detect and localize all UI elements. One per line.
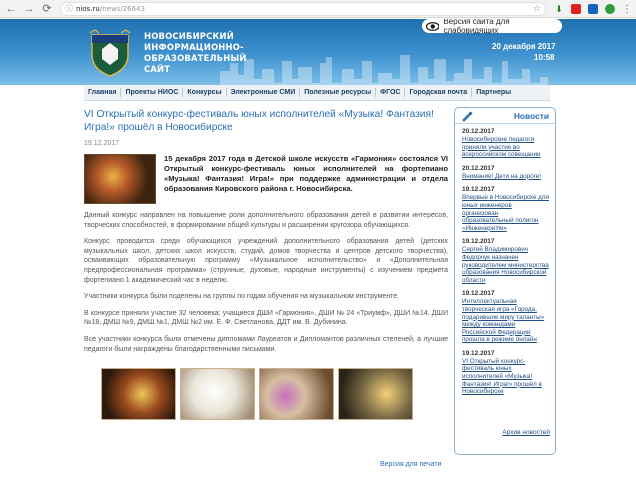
news-archive-link[interactable]: Архив новостей: [502, 429, 550, 436]
article-lead: 15 декабря 2017 года в Детской школе искусств «Гармония» состоялся VI Открытый конкурс-фестиваль юных исполнителей на фортепиано «Музыка! Фантазия! Игра!» при поддержке администрации и отдела образования Кировского района г. Новосибирска.: [164, 154, 448, 193]
nav-item-media[interactable]: Электронные СМИ: [227, 88, 301, 97]
news-item: [462, 238, 549, 284]
pen-icon: [460, 110, 474, 122]
nav-item-contests[interactable]: Конкурсы: [183, 88, 226, 97]
gallery-photo[interactable]: [180, 368, 255, 420]
browser-toolbar: [0, 0, 636, 18]
logo-line: САЙТ: [144, 64, 171, 74]
news-sidebar: [454, 107, 556, 455]
site-logo-text[interactable]: [144, 31, 247, 75]
bookmark-star-icon[interactable]: ☆: [532, 3, 541, 14]
info-icon[interactable]: ⓘ: [65, 4, 73, 13]
gallery-photo[interactable]: [101, 368, 176, 420]
news-item: [462, 290, 549, 344]
address-bar[interactable]: [60, 2, 546, 16]
article-lead-photo[interactable]: [84, 154, 156, 204]
article-title: VI Открытый конкурс-фестиваль юных исполнителей «Музыка! Фантазия! Игра!» прошёл в Новосибирске: [84, 109, 434, 133]
news-header: [455, 108, 555, 124]
nav-item-city-mail[interactable]: Городская почта: [405, 88, 472, 97]
news-list: [455, 124, 555, 396]
news-link[interactable]: VI Открытый конкурс-фестиваль юных исполнителей «Музыка! Фантазия! Игра!» прошёл в Новосибирске: [462, 357, 542, 396]
news-date: 20.12.2017: [462, 164, 495, 172]
menu-dots-icon[interactable]: ⋮: [622, 3, 632, 15]
low-vision-version-button[interactable]: [422, 19, 562, 33]
logo-line: ИНФОРМАЦИОННО-: [144, 42, 244, 52]
article-paragraph: Данный конкурс направлен на повышение роли дополнительного образования детей в развитии интересов, творческих способностей, в формировании общей культуры и расширении кругозора обучающихся.: [84, 212, 448, 229]
news-date: 20.12.2017: [462, 128, 495, 135]
low-vision-label: Версия сайта для слабовидящих: [443, 19, 510, 35]
nav-item-fgos[interactable]: ФГОС: [376, 88, 405, 97]
news-link[interactable]: Новосибирские педагоги приняли участие во всероссийском совещании: [462, 136, 541, 159]
back-arrow-icon[interactable]: ←: [5, 2, 17, 15]
article-date: 19.12.2017: [84, 140, 120, 147]
article-paragraph: Конкурс проводится среди обучающихся учреждений дополнительного образования детей (детских музыкальных школ, детских школ искусств, студий, домов творчества и центров детского творчества), осваивающих образовательную программу «Музыкальное исполнительство» и «Дополнительная предпрофессиональная программа» (струнные, духовые, народные инструменты) с изучением предмета фортепиано 1 академический час в неделю.: [84, 238, 448, 284]
news-link[interactable]: Интеллектуальная творческая игра «Города, подарившие миру таланты» между командами Российской Федерации прошла в режиме онлайн: [462, 298, 545, 344]
news-item: [462, 128, 549, 159]
eye-icon: [426, 22, 439, 31]
news-date: 19.12.2017: [462, 290, 495, 298]
url-host: nios.ru: [76, 4, 100, 13]
forward-arrow-icon[interactable]: →: [23, 2, 35, 15]
photo-gallery: [101, 368, 448, 420]
coat-of-arms-logo[interactable]: [88, 29, 132, 77]
extension-red-icon[interactable]: [571, 4, 581, 14]
news-link[interactable]: Впервые в Новосибирске для юных инженеров организован образовательный полигон «ИнженериУм»: [462, 194, 549, 232]
article-paragraph: Все участники конкурса были отмечены дипломами Лауреатов и Дипломантов различных степеней, а лучшие педагоги были награждены благодарственными письмами.: [84, 335, 448, 353]
header-date: 20 декабря 2017: [492, 42, 556, 51]
news-item: [462, 165, 549, 181]
news-date: 19.12.2017: [462, 349, 495, 357]
article: [84, 108, 448, 420]
download-icon[interactable]: ⬇: [555, 3, 563, 14]
news-date: 19.12.2017: [462, 238, 495, 246]
url-path: /news/26643: [99, 4, 145, 13]
extension-blue-icon[interactable]: [588, 4, 598, 14]
print-version-link[interactable]: Версия для печати: [380, 461, 442, 468]
extension-green-icon[interactable]: [605, 4, 615, 14]
main-navigation: [84, 85, 550, 101]
city-skyline-decoration: [220, 41, 636, 85]
logo-line: ОБРАЗОВАТЕЛЬНЫЙ: [144, 53, 247, 63]
nav-item-partners[interactable]: Партнеры: [476, 89, 512, 96]
gallery-photo[interactable]: [259, 368, 334, 420]
site-header: [0, 19, 636, 85]
reload-icon[interactable]: ⟳: [42, 3, 52, 15]
nav-item-resources[interactable]: Полезные ресурсы: [300, 88, 376, 97]
nav-item-home[interactable]: Главная: [84, 88, 121, 97]
news-item: [462, 350, 549, 396]
news-link[interactable]: Сергей Владимирович Федорчук назначен руководителем министерства образования Новосибирской области: [462, 246, 549, 284]
gallery-photo[interactable]: [338, 368, 413, 420]
logo-line: НОВОСИБИРСКИЙ: [144, 31, 234, 41]
news-date: 19.12.2017: [462, 186, 495, 194]
header-time: 10:58: [534, 53, 555, 62]
news-link[interactable]: Внимание! Дети на дороге!: [462, 172, 542, 180]
news-item: [462, 186, 549, 232]
nav-item-projects[interactable]: Проекты НИОС: [121, 88, 183, 97]
article-paragraph: В конкурсе приняли участие 32 человека: учащиеся ДШИ «Гармония», ДШИ № 24 «Триумф», ДШИ №14, ДШИ №18, ДМШ №9, ДМШ №1, ДМШ №2 им. Е. Ф. Светланова, ДДТ им. В. Дубинина.: [84, 309, 448, 327]
article-paragraph: Участники конкурса были поделены на группы по годам обучения на музыкальном инструменте.: [84, 293, 400, 301]
news-heading[interactable]: Новости: [513, 110, 549, 121]
